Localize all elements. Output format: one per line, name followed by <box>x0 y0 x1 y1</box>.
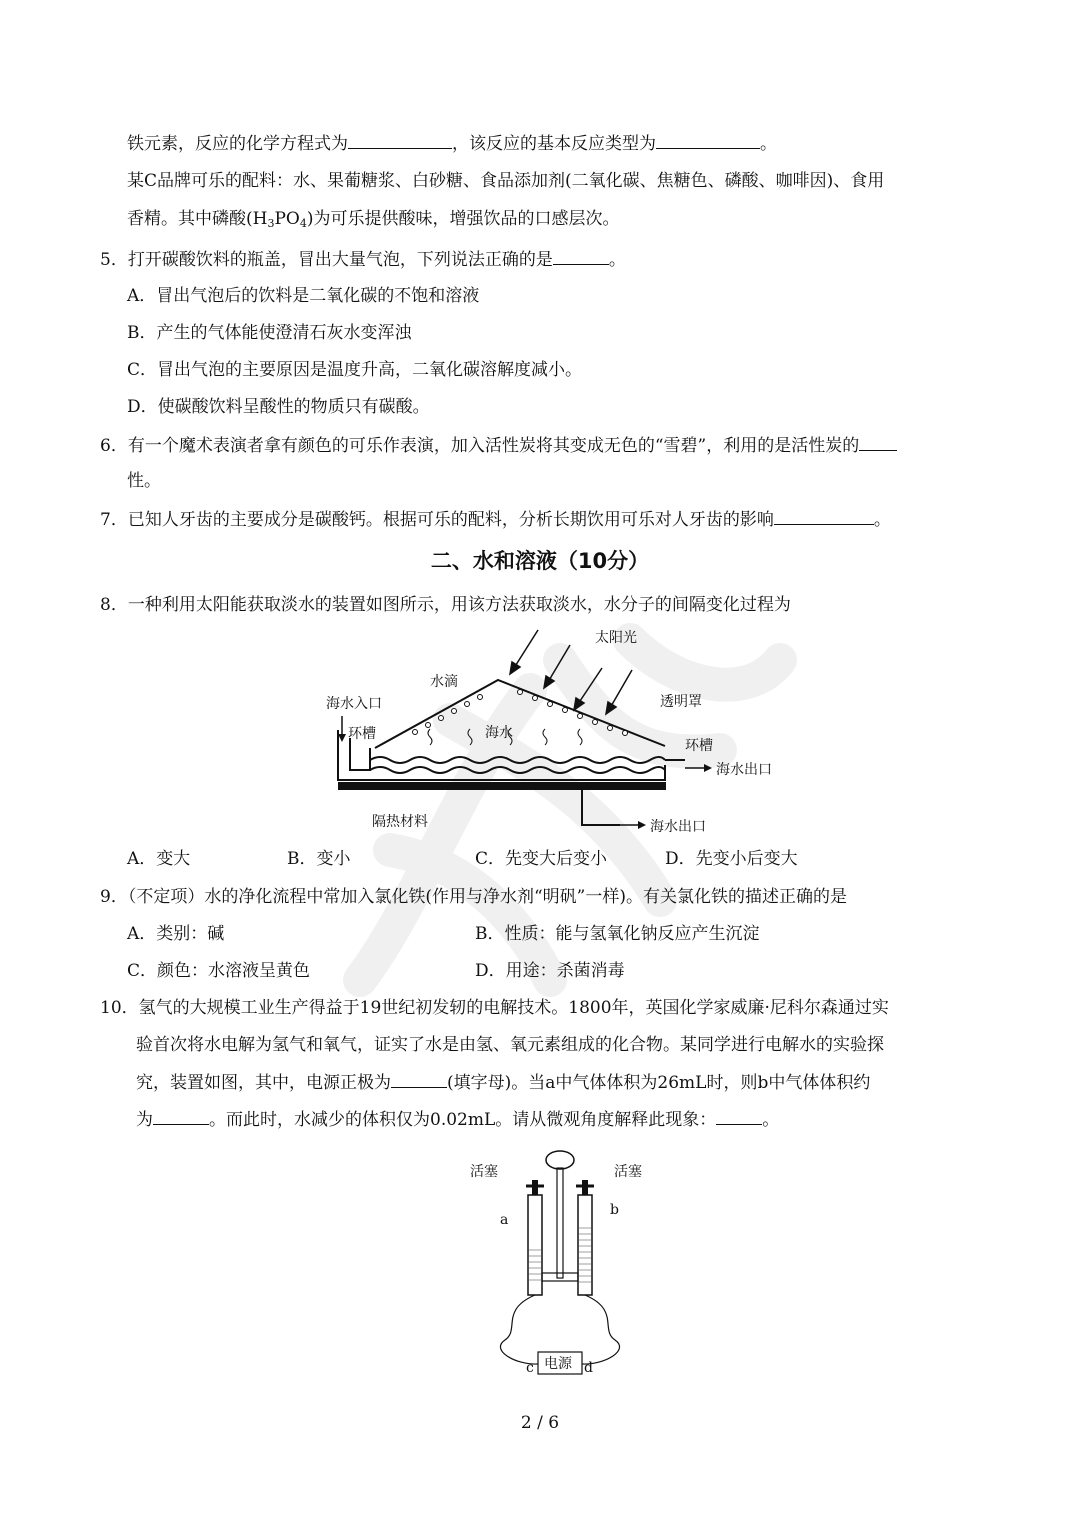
text: (填字母)。当a中气体体积为26mL时，则b中气体体积约 <box>447 1073 871 1093</box>
label-inlet: 海水入口 <box>326 696 382 712</box>
line-cola-ingredients: 某C品牌可乐的配料：水、果葡糖浆、白砂糖、食品添加剂(二氧化碳、焦糖色、磷酸、咖啡因)、食用 <box>127 171 885 191</box>
label-trough-right: 环槽 <box>685 738 713 754</box>
formula: PO <box>274 209 300 229</box>
text: 为 <box>136 1110 153 1130</box>
q6-stem <box>100 434 897 457</box>
label-cover: 透明罩 <box>660 694 702 710</box>
wire-left <box>500 1295 538 1364</box>
answer-blank[interactable] <box>774 508 874 525</box>
text: )为可乐提供酸味，增强饮品的口感层次。 <box>306 209 620 229</box>
label-d: d <box>584 1360 593 1376</box>
q9-option-a: A．类别：碱 <box>127 924 225 944</box>
text: 香精。其中磷酸( <box>127 209 253 229</box>
subscript: 3 <box>267 217 275 230</box>
subscript: 4 <box>299 217 307 230</box>
label-insulation: 隔热材料 <box>372 814 428 830</box>
formula: H <box>252 209 268 229</box>
q7-stem <box>100 508 891 531</box>
label-droplet: 水滴 <box>430 674 458 690</box>
q8-option-a: A．变大 <box>127 849 191 869</box>
q10-line4 <box>136 1108 779 1131</box>
section-title: 二、水和溶液（10分） <box>430 549 650 573</box>
q5-option-b: B．产生的气体能使澄清石灰水变浑浊 <box>127 323 412 343</box>
label-outlet-bottom: 海水出口 <box>650 819 706 835</box>
electrolysis-apparatus <box>460 1150 660 1380</box>
insulation-base <box>338 782 666 790</box>
q9-option-c: C．颜色：水溶液呈黄色 <box>127 961 311 981</box>
answer-blank[interactable] <box>859 434 897 451</box>
q10-line3 <box>136 1071 870 1094</box>
wire-right <box>582 1295 620 1364</box>
q8-option-b: B．变小 <box>287 849 351 869</box>
label-sunlight: 太阳光 <box>595 630 637 646</box>
text: 。 <box>762 1110 780 1130</box>
text: 。 <box>873 510 891 530</box>
q9-option-d: D．用途：杀菌消毒 <box>475 961 625 981</box>
label-stopcock-right: 活塞 <box>614 1164 642 1180</box>
q10-line2: 验首次将水电解为氢气和氧气，证实了水是由氢、氧元素组成的化合物。某同学进行电解水的实验探 <box>136 1035 884 1055</box>
text: 究，装置如图，其中，电源正极为 <box>136 1073 391 1093</box>
answer-blank[interactable] <box>656 132 760 149</box>
label-stopcock-left: 活塞 <box>470 1164 498 1180</box>
answer-blank[interactable] <box>716 1108 762 1125</box>
label-c: c <box>526 1360 534 1376</box>
answer-blank[interactable] <box>348 132 452 149</box>
q9-option-b: B．性质：能与氢氧化钠反应产生沉淀 <box>475 924 760 944</box>
answer-blank[interactable] <box>153 1108 209 1125</box>
q5-option-c: C．冒出气泡的主要原因是温度升高，二氧化碳溶解度减小。 <box>127 360 583 380</box>
seawater-waves <box>370 757 665 773</box>
answer-blank[interactable] <box>391 1071 447 1088</box>
text: ，该反应的基本反应类型为 <box>452 134 656 154</box>
label-trough-left: 环槽 <box>348 726 376 742</box>
reservoir-bulb <box>546 1151 574 1169</box>
q6-cont: 性。 <box>127 471 161 491</box>
label-power: 电源 <box>544 1356 572 1372</box>
q5-option-a: A．冒出气泡后的饮料是二氧化碳的不饱和溶液 <box>127 286 480 306</box>
tube-b <box>578 1195 592 1295</box>
q5-option-d: D．使碳酸饮料呈酸性的物质只有碳酸。 <box>127 397 430 417</box>
label-outlet-right: 海水出口 <box>716 762 772 778</box>
q8-option-d: D．先变小后变大 <box>665 849 798 869</box>
label-seawater: 海水 <box>485 725 513 741</box>
q10-line1: 10．氢气的大规模工业生产得益于19世纪初发轫的电解技术。1800年，英国化学家威廉·尼科尔森通过实 <box>100 998 889 1018</box>
q9-stem: 9．（不定项）水的净化流程中常加入氯化铁(作用与净水剂“明矾”一样)。有关氯化铁的描述正确的是 <box>100 887 847 907</box>
solar-still-diagram <box>320 620 780 840</box>
text: 6．有一个魔术表演者拿有颜色的可乐作表演，加入活性炭将其变成无色的“雪碧”，利用的是活性炭的 <box>100 436 860 456</box>
q5-stem <box>100 248 626 271</box>
text: 铁元素，反应的化学方程式为 <box>127 134 348 154</box>
text: 。 <box>760 134 777 154</box>
text: 5．打开碳酸饮料的瓶盖，冒出大量气泡，下列说法正确的是 <box>100 250 553 270</box>
line-iron-equation <box>127 132 777 155</box>
text: 。而此时，水减少的体积仅为0.02mL。请从微观角度解释此现象： <box>209 1110 717 1130</box>
text: 。 <box>608 250 626 270</box>
text: 7．已知人牙齿的主要成分是碳酸钙。根据可乐的配料，分析长期饮用可乐对人牙齿的影响 <box>100 510 774 530</box>
line-phosphoric-acid <box>127 208 620 235</box>
page-number: 2 / 6 <box>520 1413 560 1433</box>
q8-stem: 8．一种利用太阳能获取淡水的装置如图所示，用该方法获取淡水，水分子的间隔变化过程为 <box>100 595 791 615</box>
answer-blank[interactable] <box>553 248 609 265</box>
q8-option-c: C．先变大后变小 <box>475 849 608 869</box>
label-b: b <box>610 1202 619 1218</box>
droplets <box>413 690 628 736</box>
label-a: a <box>500 1212 509 1228</box>
